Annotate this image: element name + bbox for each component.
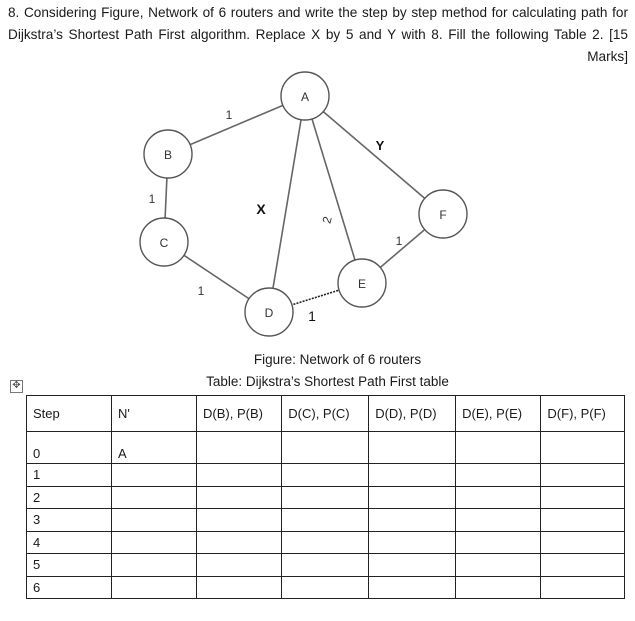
- table-cell[interactable]: [112, 531, 197, 554]
- edge-a-d: [269, 96, 305, 312]
- table-cell[interactable]: [197, 486, 282, 509]
- table-cell[interactable]: [369, 486, 456, 509]
- table-cell[interactable]: 5: [27, 554, 112, 577]
- edge-a-f: [305, 96, 443, 214]
- table-cell[interactable]: [282, 554, 369, 577]
- header-dd-pd: D(D), P(D): [369, 396, 456, 432]
- node-label-f: F: [439, 208, 447, 222]
- table-cell[interactable]: [541, 576, 625, 599]
- table-cell[interactable]: [112, 509, 197, 532]
- node-label-b: B: [163, 148, 173, 162]
- table-cell[interactable]: [197, 464, 282, 487]
- table-row: [27, 509, 625, 532]
- edge-weight-d-e: 1: [308, 308, 316, 324]
- table-cell[interactable]: [541, 464, 625, 487]
- table-cell[interactable]: 3: [27, 509, 112, 532]
- network-graph: [0, 64, 635, 354]
- table-cell[interactable]: [456, 531, 541, 554]
- table-cell[interactable]: [282, 486, 369, 509]
- header-n-prime: N': [112, 396, 197, 432]
- table-cell[interactable]: 4: [27, 531, 112, 554]
- table-cell[interactable]: 6: [27, 576, 112, 599]
- table-cell[interactable]: [369, 531, 456, 554]
- question-text-block: [8, 2, 628, 68]
- table-move-handle-icon[interactable]: ✥: [10, 380, 23, 393]
- dijkstra-table: [26, 395, 625, 599]
- table-cell[interactable]: [369, 432, 456, 464]
- header-dc-pc: D(C), P(C): [282, 396, 369, 432]
- table-cell[interactable]: [197, 432, 282, 464]
- table-cell[interactable]: 0: [27, 432, 112, 464]
- header-df-pf: D(F), P(F): [541, 396, 625, 432]
- table-cell[interactable]: [369, 576, 456, 599]
- node-b: [144, 130, 192, 178]
- header-de-pe: D(E), P(E): [456, 396, 541, 432]
- table-cell[interactable]: [197, 531, 282, 554]
- table-cell[interactable]: [282, 509, 369, 532]
- table-row: [27, 576, 625, 599]
- table-cell[interactable]: [197, 509, 282, 532]
- network-figure: [0, 64, 635, 354]
- table-cell[interactable]: [282, 432, 369, 464]
- table-cell[interactable]: [541, 509, 625, 532]
- table-cell[interactable]: [369, 464, 456, 487]
- edge-weight-a-f: Y: [375, 138, 385, 153]
- node-e: [338, 259, 386, 307]
- node-label-d: D: [264, 306, 274, 320]
- edge-weight-a-d: X: [256, 201, 266, 217]
- table-row: [27, 531, 625, 554]
- table-cell[interactable]: A: [112, 432, 197, 464]
- table-cell[interactable]: [456, 509, 541, 532]
- table-cell[interactable]: [282, 576, 369, 599]
- edge-weight-c-d: 1: [197, 284, 205, 298]
- edge-weight-a-e: 2: [319, 214, 335, 226]
- table-cell[interactable]: [456, 554, 541, 577]
- router-nodes: [140, 72, 467, 336]
- table-cell[interactable]: [456, 432, 541, 464]
- node-label-e: E: [357, 277, 367, 291]
- node-f: [419, 190, 467, 238]
- table-cell[interactable]: [541, 486, 625, 509]
- table-header-row: [27, 396, 625, 432]
- edge-weight-a-b: 1: [225, 108, 233, 122]
- table-cell[interactable]: [197, 554, 282, 577]
- node-d: [245, 288, 293, 336]
- table-row: [27, 464, 625, 487]
- edge-a-e: [305, 96, 362, 283]
- table-cell[interactable]: [456, 464, 541, 487]
- table-cell[interactable]: [541, 554, 625, 577]
- header-step: Step: [27, 396, 112, 432]
- table-cell[interactable]: [112, 554, 197, 577]
- table-cell[interactable]: [456, 576, 541, 599]
- table-cell[interactable]: [369, 509, 456, 532]
- table-caption: Table: Dijkstra’s Shortest Path First table: [206, 374, 449, 389]
- table-cell[interactable]: 2: [27, 486, 112, 509]
- table-cell[interactable]: [456, 486, 541, 509]
- edge-weight-b-c: 1: [148, 192, 156, 206]
- table-row: [27, 486, 625, 509]
- table-cell[interactable]: [369, 554, 456, 577]
- node-a: [281, 72, 329, 120]
- question-paragraph: 8. Considering Figure, Network of 6 routers and write the step by step method for calculating path for Dijkstra’s Shortest Path First algorithm. Replace X by 5 and Y with 8. Fill the following Table 2. [15 Marks]: [8, 5, 628, 64]
- edge-weight-e-f: 1: [395, 234, 403, 248]
- table-cell[interactable]: [112, 576, 197, 599]
- table-row: [27, 432, 625, 464]
- table-cell[interactable]: [197, 576, 282, 599]
- table-cell[interactable]: 1: [27, 464, 112, 487]
- node-label-c: C: [159, 236, 169, 250]
- table-cell[interactable]: [112, 486, 197, 509]
- table-cell[interactable]: [282, 464, 369, 487]
- figure-caption: Figure: Network of 6 routers: [253, 352, 422, 367]
- table-cell[interactable]: [112, 464, 197, 487]
- node-label-a: A: [300, 90, 310, 104]
- table-cell[interactable]: [282, 531, 369, 554]
- header-db-pb: D(B), P(B): [197, 396, 282, 432]
- node-c: [140, 218, 188, 266]
- table-cell[interactable]: [541, 531, 625, 554]
- table-row: [27, 554, 625, 577]
- table-cell[interactable]: [541, 432, 625, 464]
